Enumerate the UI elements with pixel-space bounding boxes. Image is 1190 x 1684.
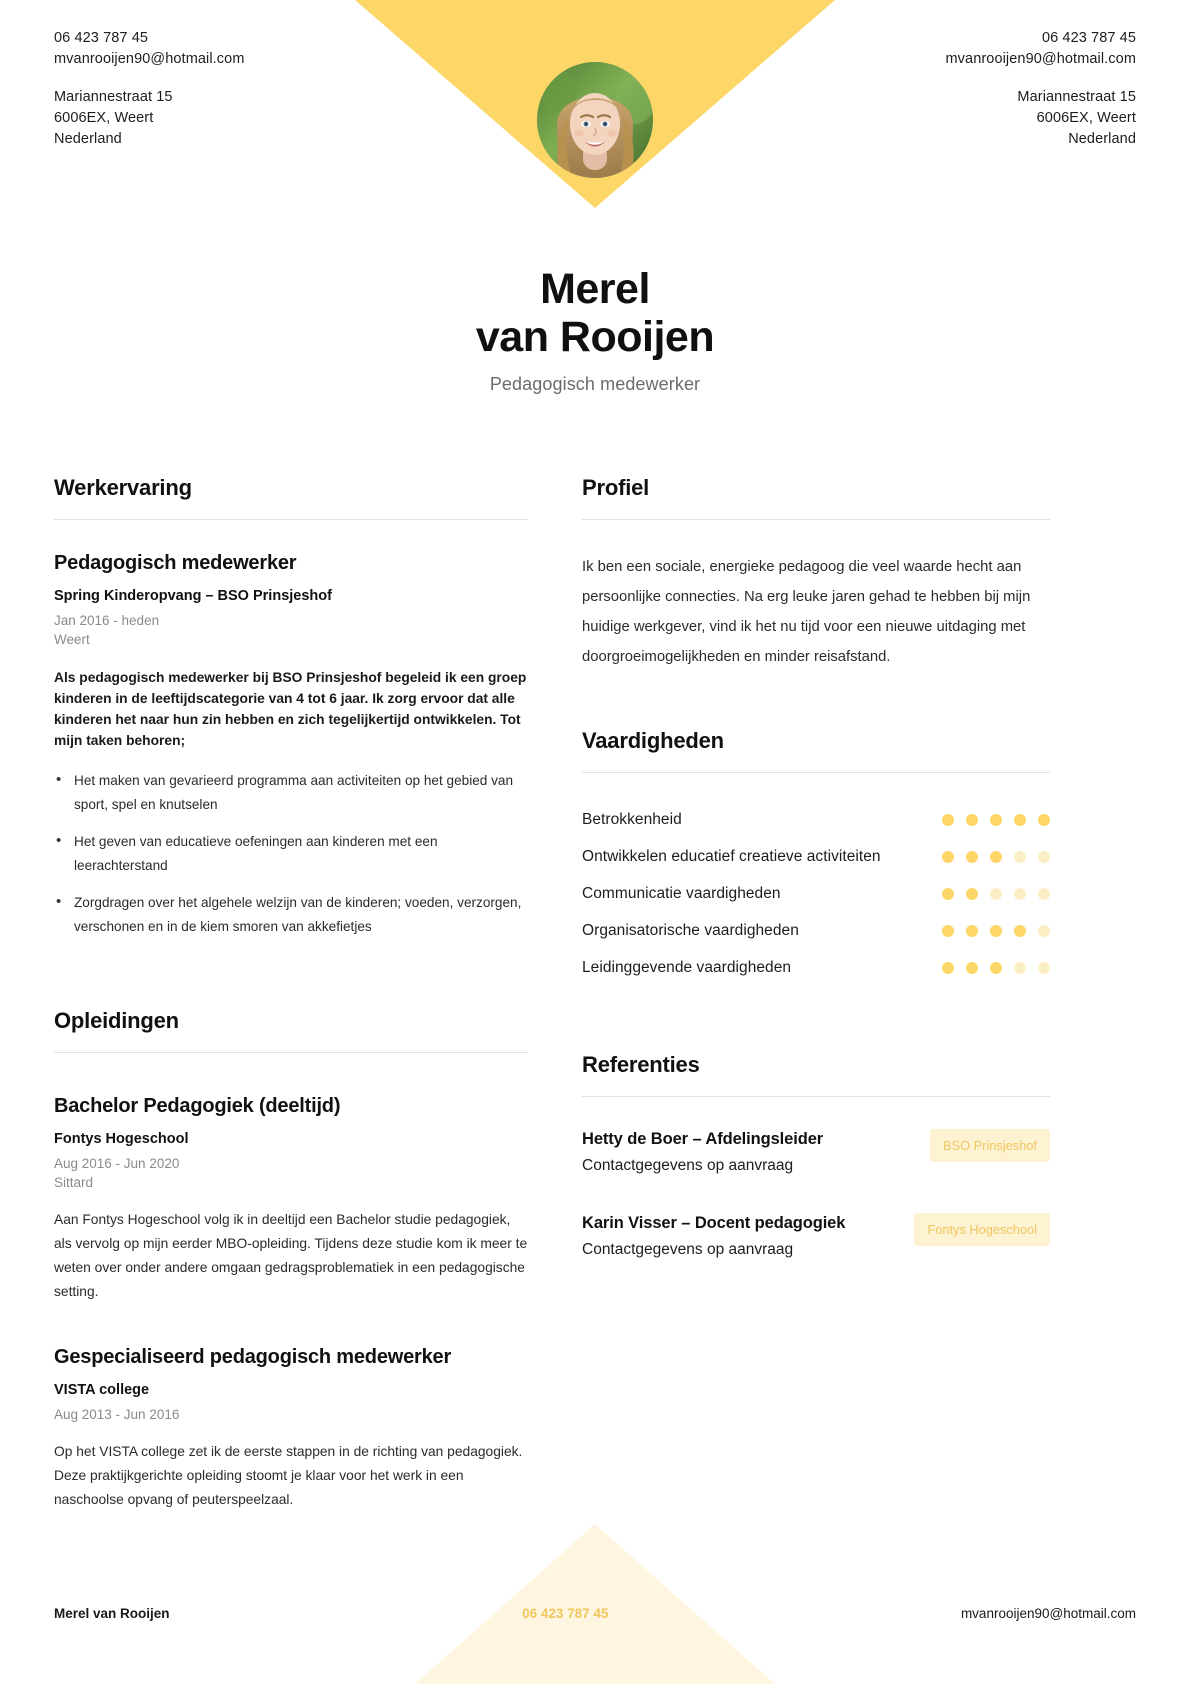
reference-row bbox=[582, 1211, 1050, 1261]
reference-contact: Contactgegevens op aanvraag bbox=[582, 1241, 794, 1258]
contact-city-right: 6006EX, Weert bbox=[1036, 110, 1136, 126]
skill-row bbox=[582, 922, 1050, 940]
education-entry-description: Op het VISTA college zet ik de eerste stappen in de richting van pedagogiek. Deze praktijkgerichte opleiding stoomt je klaar voor het werk in een naschoolse opvang of peuterspeelzaal. bbox=[54, 1444, 523, 1507]
rating-dot-filled bbox=[942, 925, 954, 937]
skill-row bbox=[582, 848, 1050, 866]
contact-city-left: 6006EX, Weert bbox=[54, 110, 154, 126]
rating-dot-filled bbox=[966, 851, 978, 863]
last-name: van Rooijen bbox=[475, 313, 715, 361]
rating-dot-filled bbox=[966, 925, 978, 937]
rating-dot-empty bbox=[1038, 962, 1050, 974]
contact-street-right: Mariannestraat 15 bbox=[1017, 89, 1136, 105]
section-title-references: Referenties bbox=[582, 1052, 700, 1077]
skill-row bbox=[582, 811, 1050, 829]
section-title-skills: Vaardigheden bbox=[582, 728, 724, 753]
rating-dot-empty bbox=[1038, 925, 1050, 937]
rating-dot-filled bbox=[990, 851, 1002, 863]
work-entry-title: Pedagogisch medewerker bbox=[54, 552, 297, 574]
education-entry-organisation: VISTA college bbox=[54, 1382, 150, 1398]
contact-block-left bbox=[54, 28, 245, 150]
work-entry bbox=[54, 520, 528, 939]
work-entry-organisation: Spring Kinderopvang – BSO Prinsjeshof bbox=[54, 588, 332, 604]
spacer bbox=[582, 672, 1050, 728]
rating-dot-filled bbox=[942, 962, 954, 974]
reference-name: Hetty de Boer – Afdelingsleider bbox=[582, 1130, 824, 1148]
education-entry-title: Gespecialiseerd pedagogisch medewerker bbox=[54, 1346, 452, 1368]
section-title-work: Werkervaring bbox=[54, 475, 192, 500]
section-work-experience bbox=[54, 475, 528, 939]
spacer bbox=[946, 70, 1137, 87]
reference-name: Karin Visser – Docent pedagogiek bbox=[582, 1214, 846, 1232]
education-entry-description: Aan Fontys Hogeschool volg ik in deeltijd een Bachelor studie pedagogiek, als vervolg op mijn eerder MBO-opleiding. Tijdens deze studie kom ik meer te weten over onder andere omgaan gedragsproblematiek in een pedagogische setting. bbox=[54, 1212, 528, 1299]
list-item: • Zorgdragen over het algehele welzijn van de kinderen; voeden, verzorgen, verschonen en in de kiem smoren van akkefietjes bbox=[54, 891, 528, 939]
skill-name: Ontwikkelen educatief creatieve activiteiten bbox=[582, 848, 881, 865]
section-education bbox=[54, 1008, 528, 1512]
avatar bbox=[537, 62, 653, 178]
footer-chevron-shape bbox=[415, 1524, 775, 1684]
education-entry-dates: Aug 2016 - Jun 2020 bbox=[54, 1156, 180, 1171]
rating-dot-empty bbox=[1038, 851, 1050, 863]
contact-phone-right: 06 423 787 45 bbox=[1041, 30, 1136, 46]
rating-dot-filled bbox=[990, 962, 1002, 974]
list-item: • Het maken van gevarieerd programma aan activiteiten op het gebied van sport, spel en knutselen bbox=[54, 769, 528, 817]
section-profile bbox=[582, 475, 1050, 672]
status-badge: Fontys Hogeschool bbox=[914, 1213, 1050, 1246]
list-item: • Het geven van educatieve oefeningen aan kinderen met een leerachterstand bbox=[54, 830, 528, 878]
rating-dot-empty bbox=[1014, 851, 1026, 863]
education-entry-title: Bachelor Pedagogiek (deeltijd) bbox=[54, 1095, 341, 1117]
resume-header bbox=[0, 0, 1190, 215]
skill-row bbox=[582, 959, 1050, 977]
rating-dot-empty bbox=[990, 888, 1002, 900]
contact-country-left: Nederland bbox=[54, 131, 122, 147]
rating-dot-filled bbox=[1038, 814, 1050, 826]
footer-email: mvanrooijen90@hotmail.com bbox=[960, 1606, 1136, 1621]
reference-row bbox=[582, 1127, 1050, 1177]
section-references bbox=[582, 1052, 1050, 1261]
section-title-profile: Profiel bbox=[582, 475, 650, 500]
work-entry-dates: Jan 2016 - heden bbox=[54, 613, 160, 628]
skill-rating-dots bbox=[942, 925, 1050, 937]
section-title-education: Opleidingen bbox=[54, 1008, 179, 1033]
skill-name: Communicatie vaardigheden bbox=[582, 885, 781, 902]
rating-dot-empty bbox=[1014, 888, 1026, 900]
reference-info bbox=[582, 1127, 823, 1177]
skill-name: Organisatorische vaardigheden bbox=[582, 922, 799, 939]
spacer bbox=[54, 952, 528, 1008]
contact-street-left: Mariannestraat 15 bbox=[54, 89, 173, 105]
contact-phone-left: 06 423 787 45 bbox=[54, 30, 149, 46]
rating-dot-filled bbox=[1014, 814, 1026, 826]
footer-row bbox=[0, 1606, 1190, 1621]
rating-dot-filled bbox=[990, 814, 1002, 826]
rating-dot-filled bbox=[942, 814, 954, 826]
work-entry-location: Weert bbox=[54, 632, 90, 647]
rating-dot-empty bbox=[1038, 888, 1050, 900]
spacer bbox=[54, 1304, 528, 1344]
job-title: Pedagogisch medewerker bbox=[489, 374, 701, 394]
resume-footer bbox=[0, 1484, 1190, 1684]
content-columns bbox=[0, 475, 1190, 1512]
left-column bbox=[54, 475, 528, 1512]
skill-name: Betrokkenheid bbox=[582, 811, 682, 828]
section-skills bbox=[582, 728, 1050, 977]
reference-info bbox=[582, 1211, 845, 1261]
education-entry bbox=[54, 1053, 528, 1304]
spacer bbox=[582, 996, 1050, 1052]
rating-dot-filled bbox=[966, 814, 978, 826]
rating-dot-filled bbox=[966, 962, 978, 974]
profile-text: Ik ben een sociale, energieke pedagoog die veel waarde hecht aan persoonlijke connecties. Na erg leuke jaren gehad te hebben bij mijn huidige werkgever, vind ik het nu tijd voor een nieuwe uitdaging met doorgroeimogelijkheden en minder reisafstand. bbox=[582, 559, 1031, 665]
first-name: Merel bbox=[540, 265, 650, 313]
rating-dot-filled bbox=[942, 888, 954, 900]
skill-name: Leidinggevende vaardigheden bbox=[582, 959, 792, 976]
education-entry-dates: Aug 2013 - Jun 2016 bbox=[54, 1407, 180, 1422]
rating-dot-filled bbox=[1014, 925, 1026, 937]
references-list bbox=[582, 1097, 1050, 1261]
identity-block bbox=[0, 265, 1190, 395]
skill-rating-dots bbox=[942, 962, 1050, 974]
page-title bbox=[0, 265, 1190, 361]
skills-list bbox=[582, 773, 1050, 977]
rating-dot-filled bbox=[990, 925, 1002, 937]
right-column bbox=[582, 475, 1050, 1512]
education-entry-organisation: Fontys Hogeschool bbox=[54, 1131, 189, 1147]
reference-contact: Contactgegevens op aanvraag bbox=[582, 1157, 794, 1174]
rating-dot-empty bbox=[1014, 962, 1026, 974]
education-entry-location: Sittard bbox=[54, 1175, 94, 1190]
contact-email-left: mvanrooijen90@hotmail.com bbox=[54, 51, 245, 67]
status-badge: BSO Prinsjeshof bbox=[930, 1129, 1050, 1162]
work-entry-bullets bbox=[54, 769, 528, 939]
skill-rating-dots bbox=[942, 814, 1050, 826]
footer-name: Merel van Rooijen bbox=[54, 1606, 170, 1621]
footer-phone: 06 423 787 45 bbox=[522, 1606, 609, 1621]
rating-dot-filled bbox=[942, 851, 954, 863]
skill-rating-dots bbox=[942, 851, 1050, 863]
work-entry-intro: Als pedagogisch medewerker bij BSO Prinsjeshof begeleid ik een groep kinderen in de leeftijdscategorie van 4 tot 6 jaar. Ik zorg ervoor dat alle kinderen het naar hun zin hebben en zich tegelijkertijd ontwikkelen. Tot mijn taken behoren; bbox=[54, 670, 527, 748]
skill-row bbox=[582, 885, 1050, 903]
contact-country-right: Nederland bbox=[1068, 131, 1136, 147]
skill-rating-dots bbox=[942, 888, 1050, 900]
contact-email-right: mvanrooijen90@hotmail.com bbox=[945, 51, 1136, 67]
spacer bbox=[54, 70, 245, 87]
contact-block-right bbox=[946, 28, 1137, 150]
rating-dot-filled bbox=[966, 888, 978, 900]
